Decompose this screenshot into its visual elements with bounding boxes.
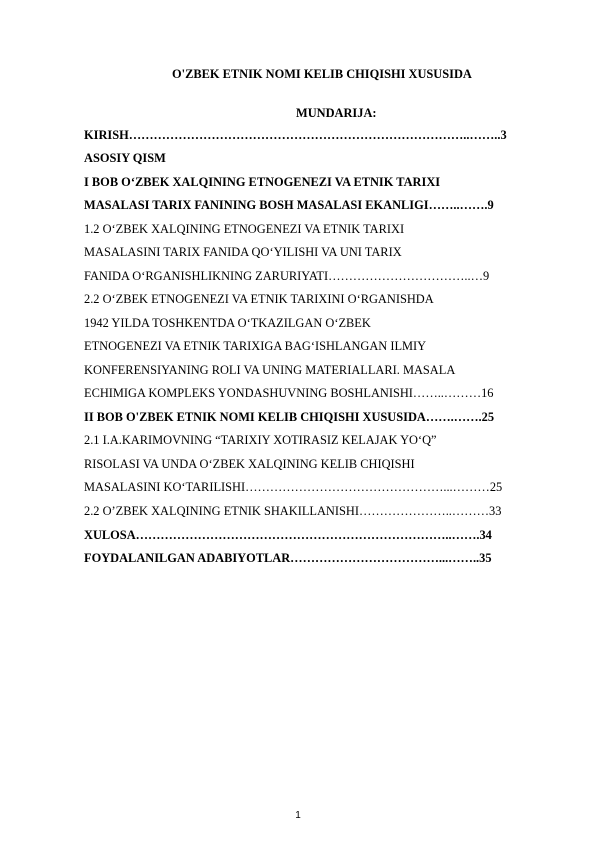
toc-item-intro: KIRISH………………………………………………………………………..……..3 <box>84 128 507 142</box>
toc-item-chapter-1: I BOB O‘ZBEK XALQINING ETNOGENEZI VA ETNIK TARIXI <box>84 175 441 189</box>
toc-item-1-2-cont-a: MASALASINI TARIX FANIDA QO‘YILISHI VA UNI TARIX <box>84 245 402 259</box>
toc-item-1-2: 1.2 O‘ZBEK XALQINING ETNOGENEZI VA ETNIK TARIXI <box>84 222 405 236</box>
toc-item-references: FOYDALANILGAN ADABIYOTLAR………………………………...……..35 <box>84 551 492 565</box>
toc-heading: MUNDARIJA: <box>296 106 377 120</box>
toc-item-main-part: ASOSIY QISM <box>84 151 166 165</box>
page-number: 1 <box>295 810 301 821</box>
toc-item-2-2-first: 2.2 O‘ZBEK ETNOGENEZI VA ETNIK TARIXINI O‘RGANISHDA <box>84 292 434 306</box>
toc-item-2-1: 2.1 I.A.KARIMOVNING “TARIXIY XOTIRASIZ KELAJAK YO‘Q” <box>84 433 437 447</box>
toc-item-chapter-1-cont: MASALASI TARIX FANINING BOSH MASALASI EKANLIGI……..…….9 <box>84 198 494 212</box>
toc-item-2-1-cont-a: RISOLASI VA UNDA O‘ZBEK XALQINING KELIB CHIQISHI <box>84 457 415 471</box>
toc-item-2-2-second: 2.2 O’ZBEK XALQINING ETNIK SHAKILLANISHI…………………..………33 <box>84 504 502 518</box>
toc-item-2-2-first-cont-a: 1942 YILDA TOSHKENTDA O‘TKAZILGAN O‘ZBEK <box>84 316 371 330</box>
toc-item-2-1-cont-b: MASALASINI KO‘TARILISHI…………………………………………...………25 <box>84 480 503 494</box>
toc-item-conclusion: XULOSA…………………………………………………………………..…….34 <box>84 528 492 542</box>
document-title: O'ZBEK ETNIK NOMI KELIB CHIQISHI XUSUSIDA <box>172 67 472 81</box>
toc-item-1-2-cont-b: FANIDA O‘RGANISHLIKNING ZARURIYATI……………………………..…9 <box>84 269 490 283</box>
toc-item-chapter-2: II BOB O'ZBEK ETNIK NOMI KELIB CHIQISHI XUSUSIDA…….…….25 <box>84 410 495 424</box>
toc-item-2-2-first-cont-c: KONFERENSIYANING ROLI VA UNING MATERIALLARI. MASALA <box>84 363 456 377</box>
toc-item-2-2-first-cont-d: ECHIMIGA KOMPLEKS YONDASHUVNING BOSHLANISHI……..………16 <box>84 386 494 400</box>
toc-item-2-2-first-cont-b: ETNOGENEZI VA ETNIK TARIXIGA BAG‘ISHLANGAN ILMIY <box>84 339 427 353</box>
